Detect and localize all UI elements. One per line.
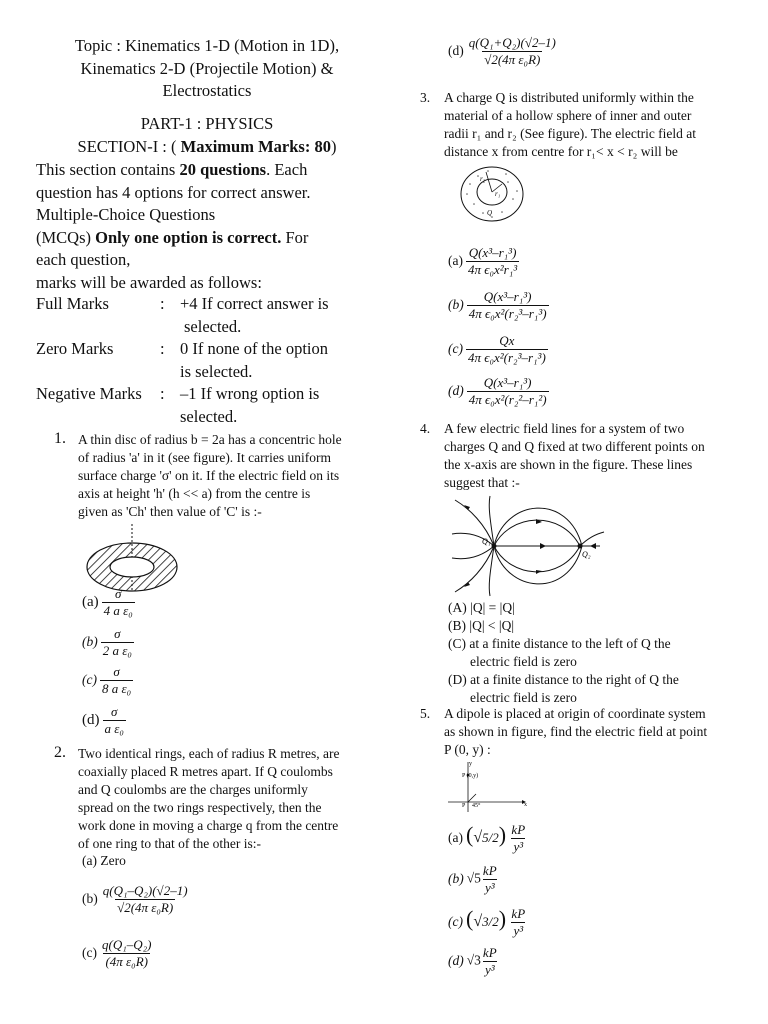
hollow-sphere-figure: [458, 164, 528, 224]
topic-line: Electrostatics: [162, 81, 252, 100]
part-title: PART-1 : PHYSICS: [140, 114, 274, 133]
q3-option-d[interactable]: (d) $\frac{\text{Q(x³–r₁³)}}{\text{4π ϵ₀x²(r₂²–r₁²)}}$: [448, 375, 547, 407]
figure-label: y: [469, 761, 472, 767]
dipole-figure: [446, 758, 530, 814]
figure-label: Q₁: [482, 537, 491, 546]
q2-option-b[interactable]: (b) $\frac{\text{q(Q₁–Q₂)(√2–1)}}{\text{√2(4π ε₀R)}}$: [82, 883, 188, 915]
section-title: SECTION-I : ( Maximum Marks: 80): [77, 137, 337, 156]
figure-label: Q₂: [582, 550, 591, 559]
q1-option-c[interactable]: (c) $\frac{\sigma}{\text{8 a ε₀}}$: [82, 664, 132, 696]
q4-option-b[interactable]: (B) |Q| < |Q|: [448, 618, 515, 633]
q5-option-b[interactable]: (b) √5 $\frac{kP}{\text{y³}}$: [448, 863, 497, 895]
q1-option-a[interactable]: (a) $\frac{\sigma}{\text{4 a ε₀}}$: [82, 586, 133, 618]
q4-options: [448, 599, 750, 707]
figure-label: r₂: [480, 175, 486, 183]
q2-option-a[interactable]: (a) Zero: [82, 853, 126, 868]
q4-option-c[interactable]: (C) at a finite distance to the left of Q the: [448, 636, 671, 651]
topic-line: Topic : Kinematics 1-D (Motion in 1D),: [74, 36, 340, 55]
topic-heading: [36, 35, 378, 103]
q5-option-c[interactable]: (c) (√3/2) $\frac{kP}{\text{y³}}$: [448, 906, 526, 939]
topic-line: Kinematics 2-D (Projectile Motion) &: [80, 58, 334, 78]
figure-label: r₁: [495, 190, 501, 198]
q4-option-d-cont: electric field is zero: [470, 690, 577, 705]
figure-label: P: [462, 803, 466, 809]
field-lines-figure: [450, 494, 606, 598]
question-number: 4.: [420, 421, 431, 436]
question-4-text: A few electric field lines for a system of two charges Q and Q fixed at two different points on the x-axis are shown in the figure. These lines suggest that :-: [444, 421, 705, 490]
question-3-text: A charge Q is distributed uniformly within the material of a hollow sphere of inner and outer radii r₁ and r₂ (See figure). The electric field at distance x from centre for r₁< x < r₂ will be: [444, 90, 697, 159]
question-number: 5.: [420, 706, 431, 721]
question-5-text: A dipole is placed at origin of coordinate system as shown in figure, find the electric field at point P (0, y) :: [444, 706, 708, 757]
marks-label: Zero Marks: [36, 339, 114, 358]
figure-label: x: [524, 802, 527, 808]
question-number: 3.: [420, 90, 431, 105]
q4-option-c-cont: electric field is zero: [470, 654, 577, 669]
question-number: 2.: [54, 744, 66, 761]
question-1-text: A thin disc of radius b = 2a has a concentric hole of radius 'a' in it (see figure). It carries uniform surface charge 'σ' on it. If the electric field on its axis at height 'h' (h << a) from the centre is given as 'Ch' then value of 'C' is :-: [78, 432, 342, 519]
q4-option-d[interactable]: (D) at a finite distance to the right of Q the: [448, 672, 679, 687]
q5-option-a[interactable]: (a) (√5/2) $\frac{kP}{\text{y³}}$: [448, 822, 526, 855]
q5-option-d[interactable]: (d) √3 $\frac{kP}{\text{y³}}$: [448, 945, 497, 977]
q3-option-b[interactable]: (b) $\frac{\text{Q(x³–r₁³)}}{\text{4π ϵ₀x²(r₂³–r₁³)}}$: [448, 289, 547, 321]
annular-disc-figure: [84, 522, 214, 594]
marks-label: Full Marks: [36, 294, 109, 313]
section-instructions: This section contains 20 questions. Each question has 4 options for correct answer. Multiple-Choice Questions (MCQs) Only one option is correct. For each question, marks will be awarded as follows:: [36, 160, 311, 292]
figure-label: 45°: [472, 803, 481, 809]
question-2-text: Two identical rings, each of radius R metres, are coaxially placed R metres apart. If Q coulombs and Q coulombs are the charges uniformly spread on the two rings respectively, then the work done in moving a charge q from the centre of one ring to that of the other is:-: [78, 746, 340, 851]
figure-label: P (0,y): [462, 773, 479, 779]
q2-option-d[interactable]: (d) $\frac{\text{q(Q₁+Q₂)(√2–1)}}{\text{√2(4π ε₀R)}}$: [448, 35, 556, 67]
marks-label: Negative Marks: [36, 384, 142, 403]
figure-label: Q: [487, 209, 493, 217]
q2-option-c[interactable]: (c) $\frac{\text{q(Q₁–Q₂)}}{\text{(4π ε₀R)}}$: [82, 937, 152, 969]
q3-option-c[interactable]: (c) $\frac{Qx}{\text{4π ϵ₀x²(r₂³–r₁³)}}$: [448, 333, 546, 365]
q1-option-b[interactable]: (b) $\frac{\sigma}{\text{2 a ε₀}}$: [82, 626, 132, 658]
marks-scheme: Full Marks : +4 If correct answer is selected. Zero Marks : 0 If none of the option is selected. Negative Marks : –1 If wrong option is selected.: [36, 294, 329, 426]
q1-option-d[interactable]: (d) $\frac{\sigma}{\text{a ε₀}}$: [82, 704, 124, 736]
question-number: 1.: [54, 430, 66, 447]
q3-option-a[interactable]: (a) $\frac{\text{Q(x³–r₁³)}}{\text{4π ϵ₀x²r₁³}}$: [448, 245, 518, 277]
q4-option-a[interactable]: (A) |Q| = |Q|: [448, 600, 515, 615]
